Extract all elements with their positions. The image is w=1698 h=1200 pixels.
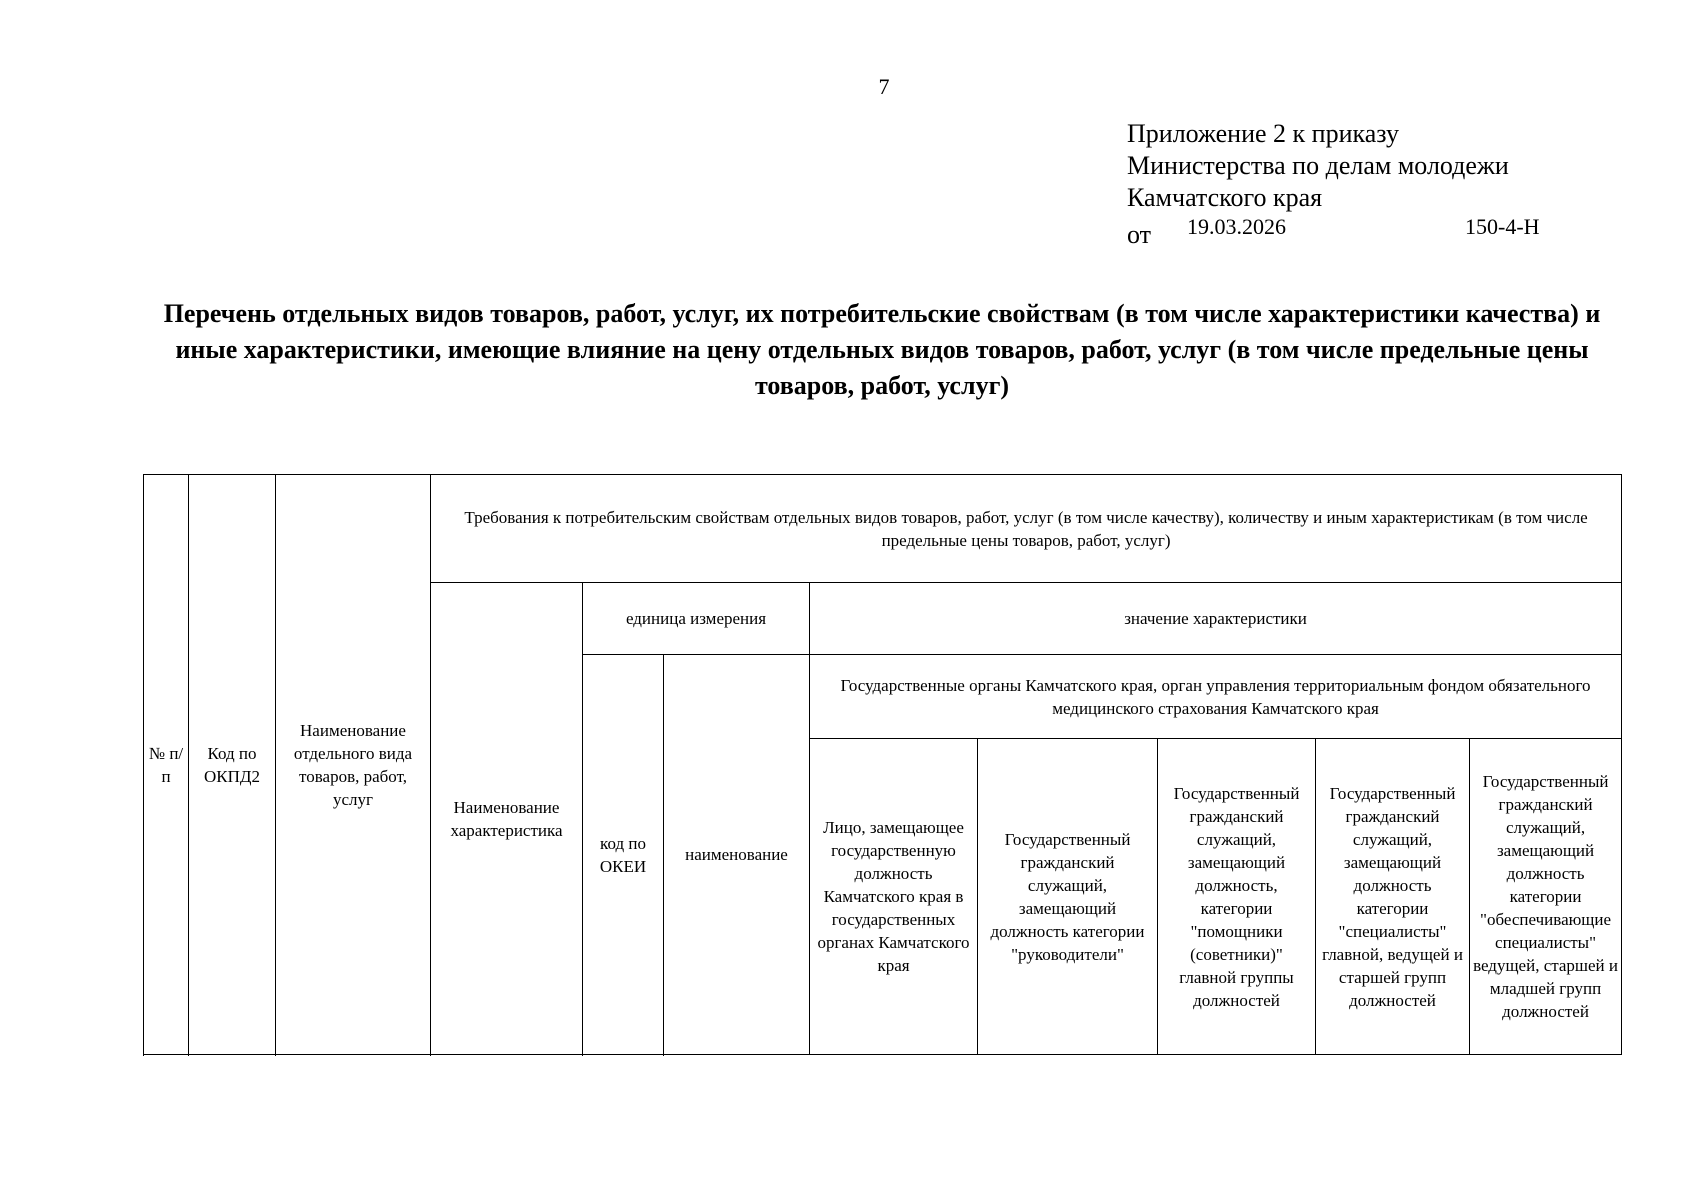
header-unit-name: наименование bbox=[664, 655, 810, 1055]
page-number: 7 bbox=[878, 74, 890, 99]
order-date-line bbox=[1127, 214, 1647, 248]
header-value: значение характеристики bbox=[810, 583, 1622, 655]
header-bodies: Государственные органы Камчатского края, орган управления территориальным фондом обязательного медицинского страхования Камчатского края bbox=[810, 655, 1622, 739]
header-characteristic-name: Наименование характеристика bbox=[431, 583, 583, 1055]
appendix-line-1: Приложение 2 к приказу bbox=[1127, 119, 1400, 148]
header-category-3: Государственный гражданский служащий, замещающий должность, категории "помощники (советники)" главной группы должностей bbox=[1158, 739, 1316, 1055]
header-okpd: Код по ОКПД2 bbox=[189, 475, 276, 1055]
date-prefix: от bbox=[1127, 220, 1152, 249]
document-title: Перечень отдельных видов товаров, работ, услуг, их потребительские свойствам (в том числе характеристики качества) и иные характеристики, имеющие влияние на цену отдельных видов товаров, работ, услуг (в том числе предельные цены товаров, работ, услуг) bbox=[163, 299, 1601, 400]
appendix-line-2: Министерства по делам молодежи bbox=[1127, 151, 1509, 180]
header-category-5: Государственный гражданский служащий, замещающий должность категории "обеспечивающие специалисты" ведущей, старшей и младшей групп должностей bbox=[1470, 739, 1622, 1055]
header-num: № п/п bbox=[144, 475, 189, 1055]
order-date: 19.03.2026 bbox=[1187, 214, 1286, 239]
header-category-1: Лицо, замещающее государственную должность Камчатского края в государственных органах Камчатского края bbox=[810, 739, 978, 1055]
header-unit: единица измерения bbox=[583, 583, 810, 655]
header-category-4: Государственный гражданский служащий, замещающий должность категории "специалисты" главной, ведущей и старшей групп должностей bbox=[1316, 739, 1470, 1055]
requirements-table bbox=[143, 474, 1622, 1055]
order-number: 150-4-Н bbox=[1465, 214, 1540, 239]
header-category-2: Государственный гражданский служащий, замещающий должность категории "руководители" bbox=[978, 739, 1158, 1055]
header-requirements: Требования к потребительским свойствам отдельных видов товаров, работ, услуг (в том числе качеству), количеству и иным характеристикам (в том числе предельные цены товаров, работ, услуг) bbox=[431, 475, 1622, 583]
appendix-line-3: Камчатского края bbox=[1127, 183, 1323, 212]
appendix-block bbox=[1127, 118, 1607, 214]
header-unit-code: код по ОКЕИ bbox=[583, 655, 664, 1055]
header-product-name: Наименование отдельного вида товаров, работ, услуг bbox=[276, 475, 431, 1055]
